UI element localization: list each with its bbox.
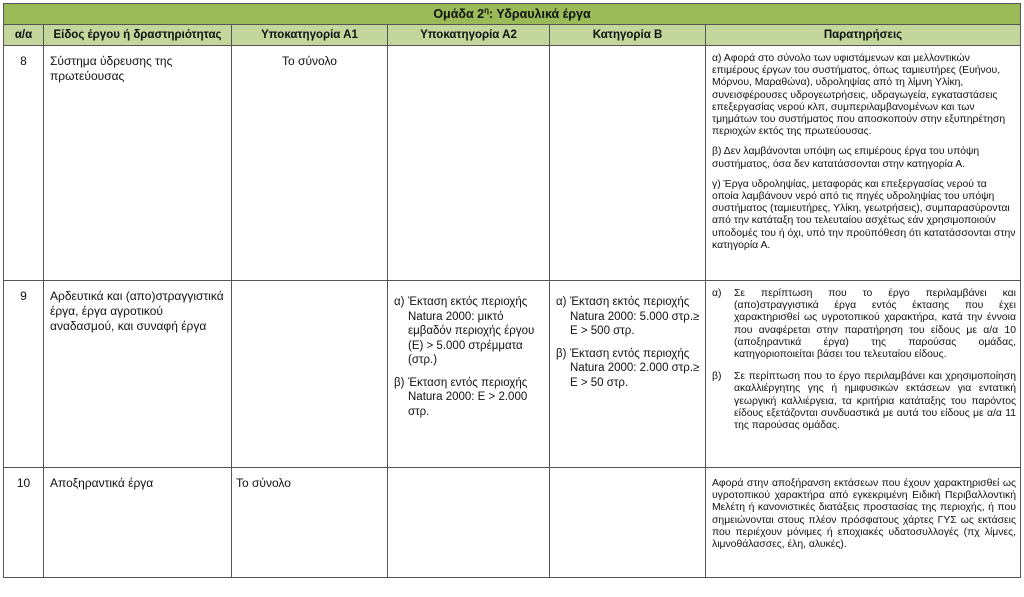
subcategory-a2 <box>388 281 550 468</box>
subcategory-a1 <box>232 281 388 468</box>
row-number: 10 <box>4 468 44 578</box>
group-title: Ομάδα $2^\eta$: Υδραυλικά έργα <box>4 4 1021 25</box>
header-remarks: Παρατηρήσεις <box>706 25 1021 46</box>
project-type: Αποξηραντικά έργα <box>44 468 232 578</box>
remark-paragraph: β) Δεν λαμβάνονται υπόψη ως επιμέρους έργα του υπόψη συστήματος, όσα δεν κατατάσσονται στην κατηγορία Α. <box>712 146 980 170</box>
list-item: β) Έκταση εντός περιοχής Natura 2000: Ε > 2.000 στρ. <box>394 376 528 418</box>
remarks <box>706 46 1021 281</box>
remarks <box>706 468 1021 578</box>
header-a1: Υποκατηγορία Α1 <box>232 25 388 46</box>
header-aa: α/α <box>4 25 44 46</box>
header-type: Είδος έργου ή δραστηριότητας <box>44 25 232 46</box>
project-type: Αρδευτικά και (απο)στραγγιστικά έργα, έργα αγροτικού αναδασμού, και συναφή έργα <box>44 281 232 468</box>
remark-paragraph: γ) Έργα υδροληψίας, μεταφοράς και επεξεργασίας νερού τα οποία λαμβάνουν νερό από τις πηγές υδροληψίας του υπόψη συστήματος (ταμιευτήρες, Υλίκη, γεωτρήσεις), συμπαρασύρονται από την κατάταξη του τελευταίου ασχέτως εάν χρησιμοποιούν υποδομές του ή όχι, υπό την προϋπόθεση ότι κατατάσσονται στην κατηγορία Α. <box>712 178 1016 251</box>
remarks <box>706 281 1021 468</box>
hydraulic-works-table <box>3 3 1021 578</box>
list-item: α) Σε περίπτωση που το έργο περιλαμβάνει και (απο)στραγγιστικά έργα εντός έκτασης που έχει χαρακτηρισθεί ως υγροτοπικού χαρακτήρα, κατά την έννοια που αναφέρεται στην παρατήρηση του είδους με α/α 10 (αποξηραντικά έργα) της παρούσας ομάδας, κατηγοριοποιείται βάσει του τελευταίου είδους. <box>712 288 1016 361</box>
list-item: α) Έκταση εκτός περιοχής Natura 2000: 5.000 στρ.≥ Ε > 500 στρ. <box>556 296 700 337</box>
remark-paragraph: α) Αφορά στο σύνολο των υφιστάμενων και μελλοντικών επιμέρους έργων του συστήματος, όπως ταμιευτήρες (Ευήνου, Μόρνου, Μαραθώνα), υδροληψίας από τη λίμνη Υλίκη, συνεισφέρουσες υδρογεωτρήσεις, υδραγωγεία, εγκαταστάσεις επεξεργασίας νερού κλπ, συμπεριλαμβανομένων και των τμημάτων του συστήματος που αποσκοπούν στην εξυπηρέτηση περιοχών εκτός της πρωτεύουσας. <box>712 53 1006 138</box>
document-table-wrapper <box>3 3 1020 578</box>
row-number: 8 <box>4 46 44 281</box>
header-b: Κατηγορία Β <box>550 25 706 46</box>
row-number: 9 <box>4 281 44 468</box>
list-item: β) Έκταση εντός περιοχής Natura 2000: 2.000 στρ.≥ Ε > 50 στρ. <box>556 347 700 389</box>
category-b <box>550 281 706 468</box>
subcategory-a2 <box>388 468 550 578</box>
subcategory-a1: Το σύνολο <box>232 468 388 578</box>
category-b <box>550 468 706 578</box>
list-item: α) Έκταση εκτός περιοχής Natura 2000: μικτό εμβαδόν περιοχής έργου (Ε) > 5.000 στρέμματα (στρ.) <box>394 296 535 366</box>
group-title-row <box>4 4 1021 25</box>
project-type: Σύστημα ύδρευσης της πρωτεύουσας <box>44 46 232 281</box>
remark-paragraph: Αφορά στην αποξήρανση εκτάσεων που έχουν χαρακτηρισθεί ως υγροτοπικού χαρακτήρα από εγκεκριμένη Ειδική Περιβαλλοντική Μελέτη ή κανονιστικές διατάξεις προστασίας της περιοχής, ή που σημειώνονται στους πλέον πρόσφατους χάρτες ΓΥΣ ως εκτάσεις που περιέχουν μόνιμες ή εποχιακές υδατοσυλλογές (πχ λίμνες, λιμνοθάλασσες, έλη, αλυκές). <box>712 478 1016 551</box>
table-row <box>4 46 1021 281</box>
subcategory-a1: Το σύνολο <box>232 46 388 281</box>
table-row <box>4 468 1021 578</box>
list-item: β) Σε περίπτωση που το έργο περιλαμβάνει και χρησιμοποίηση ακαλλιέργητης γης ή ημιφυσικών εκτάσεων για εντατική γεωργική καλλιέργεια, τα κριτήρια κατάταξης του παρόντος είδους εξετάζονται συνδυαστικά με αυτά του είδους με α/α 11 της παρούσας ομάδας. <box>712 371 1016 432</box>
table-row <box>4 281 1021 468</box>
category-b <box>550 46 706 281</box>
column-header-row <box>4 25 1021 46</box>
header-a2: Υποκατηγορία Α2 <box>388 25 550 46</box>
subcategory-a2 <box>388 46 550 281</box>
